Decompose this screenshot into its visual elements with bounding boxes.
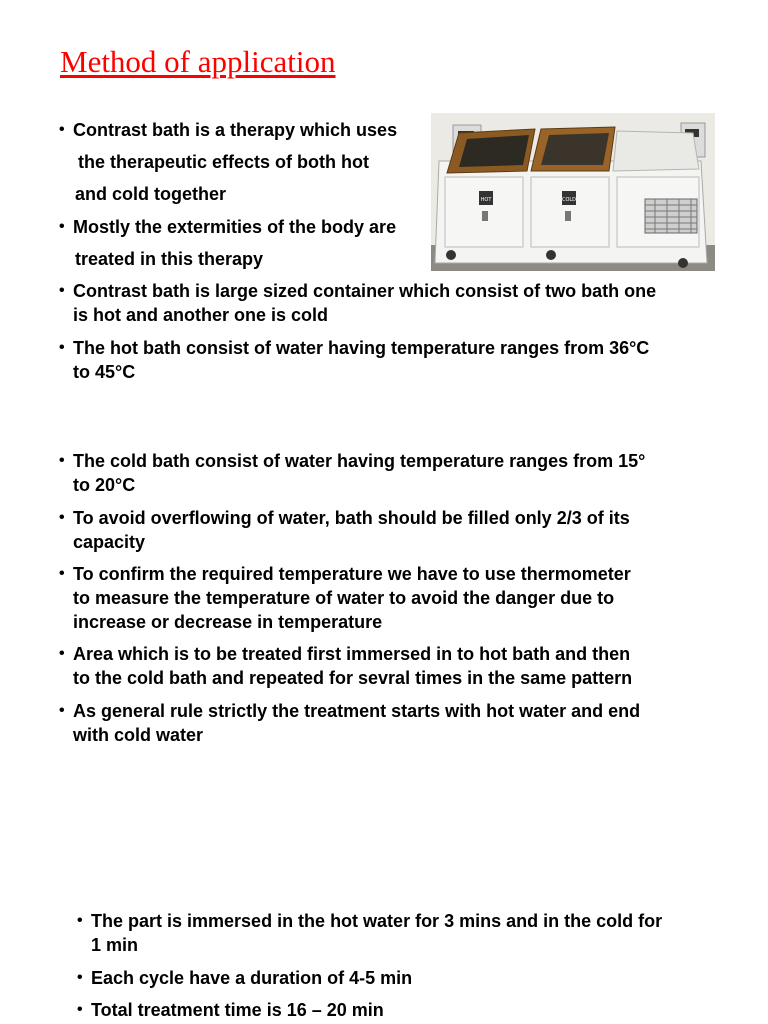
bullet-text: To avoid overflowing of water, bath should be filled only 2/3 of its	[73, 508, 630, 528]
bullet-text: Total treatment time is 16 – 20 min	[91, 1000, 384, 1020]
page-title: Method of application	[60, 44, 336, 79]
bullet-marker: •	[59, 565, 65, 582]
bullet-text: with cold water	[73, 725, 204, 745]
bullet-text: to measure the temperature of water to avoid the danger due to	[73, 588, 615, 608]
bullet-item	[59, 336, 650, 384]
bullet-text: The part is immersed in the hot water for 3 mins and in the cold for	[91, 911, 663, 931]
bullet-item	[59, 215, 397, 271]
bullet-text: the therapeutic effects of both hot	[73, 152, 370, 172]
bullet-text: Contrast bath is a therapy which uses	[73, 120, 398, 140]
bullet-marker: •	[59, 121, 65, 138]
bullet-marker: •	[77, 912, 83, 929]
bullet-item	[59, 449, 646, 497]
bullet-text: capacity	[73, 532, 146, 552]
bullet-marker: •	[77, 969, 83, 986]
bullet-text: to the cold bath and repeated for sevral times in the same pattern	[73, 668, 633, 688]
bullet-item	[59, 642, 633, 690]
bullet-item	[77, 966, 413, 990]
bullet-marker: •	[59, 282, 65, 299]
bullet-text: increase or decrease in temperature	[73, 612, 383, 632]
bullet-text: Contrast bath is large sized container which consist of two bath one	[73, 281, 657, 301]
contrast-bath-photo	[431, 113, 715, 271]
bullet-item	[59, 118, 398, 206]
bullet-text: and cold together	[75, 184, 227, 204]
bullet-marker: •	[77, 1001, 83, 1018]
bullet-item	[77, 998, 384, 1022]
bullet-item	[59, 562, 631, 634]
bullet-item	[77, 909, 663, 957]
bullet-marker: •	[59, 218, 65, 235]
hot-label: HOT	[480, 197, 492, 203]
bullet-marker: •	[59, 509, 65, 526]
bullet-item	[59, 699, 641, 747]
bullet-text: Mostly the extermities of the body are	[73, 217, 397, 237]
bullet-text: Each cycle have a duration of 4-5 min	[91, 968, 413, 988]
bullet-item	[59, 506, 630, 554]
bullet-text: To confirm the required temperature we have to use thermometer	[73, 564, 631, 584]
bullet-marker: •	[59, 645, 65, 662]
bullet-text: The cold bath consist of water having temperature ranges from 15°	[73, 451, 646, 471]
bullet-text: The hot bath consist of water having temperature ranges from 36°C	[73, 338, 650, 358]
bullet-text: to 20°C	[73, 475, 136, 495]
bullet-text: Area which is to be treated first immersed in to hot bath and then	[73, 644, 631, 664]
bullet-text: is hot and another one is cold	[73, 305, 329, 325]
cold-label: COLD	[561, 197, 577, 203]
bullet-text: to 45°C	[73, 362, 136, 382]
bullet-text: treated in this therapy	[75, 249, 264, 269]
bullet-marker: •	[59, 452, 65, 469]
bullet-marker: •	[59, 339, 65, 356]
bullet-marker: •	[59, 702, 65, 719]
bullet-text: As general rule strictly the treatment starts with hot water and end	[73, 701, 641, 721]
bullet-text: 1 min	[91, 935, 139, 955]
bullet-item	[59, 279, 657, 327]
